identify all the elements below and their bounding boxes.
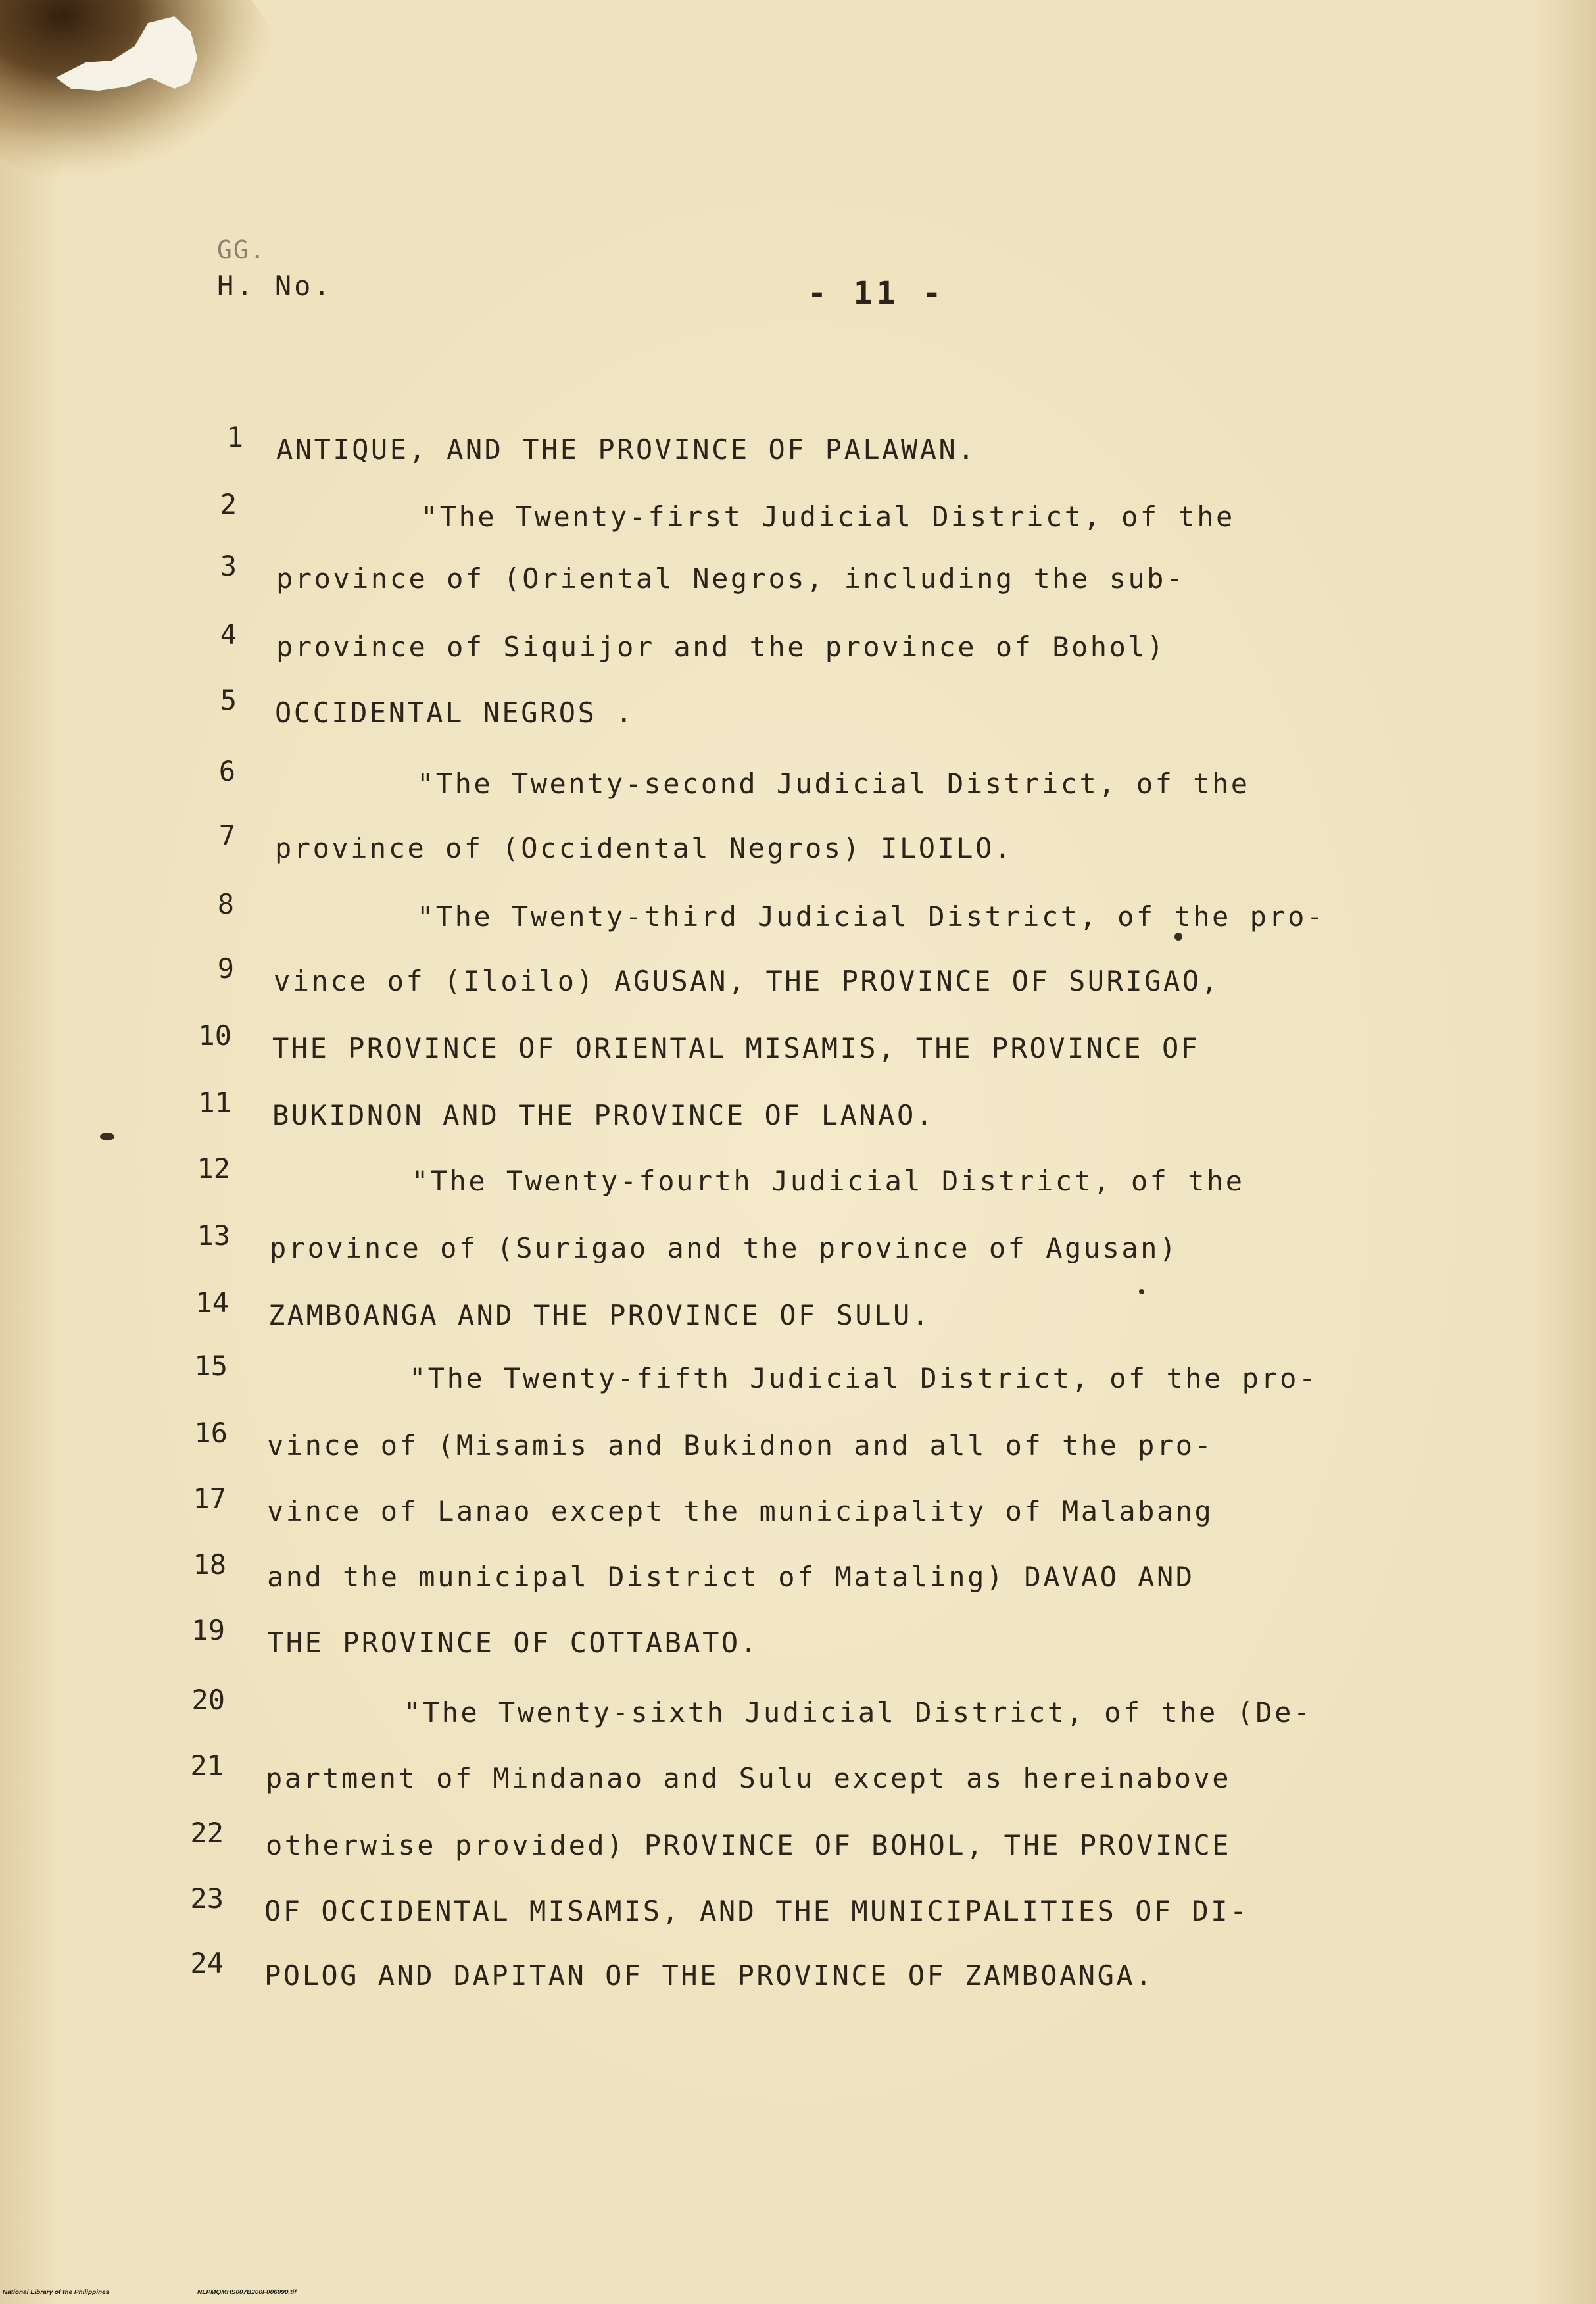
line-number: 12 [197,1152,230,1185]
text-line [0,1668,1313,1728]
text-line [0,668,635,729]
text-line [0,1598,760,1659]
line-number: 16 [194,1417,228,1449]
line-text: POLOG AND DAPITAN OF THE PROVINCE OF ZAMBOANGA. [264,1959,1154,1992]
text-line [0,472,1235,533]
line-number: 19 [191,1614,225,1646]
text-line [0,1071,935,1131]
line-number: 8 [217,888,234,920]
text-line [0,534,1185,595]
library-credit: National Library of the Philippines [3,2289,110,2296]
line-number: 18 [193,1548,226,1581]
line-text: otherwise provided) PROVINCE OF BOHOL, THE PROVINCE [266,1829,1232,1861]
line-text: OF OCCIDENTAL MISAMIS, AND THE MUNICIPALITIES OF DI- [264,1895,1249,1927]
line-number: 14 [195,1287,229,1319]
line-number: 22 [190,1817,224,1849]
ink-speck [100,1133,114,1140]
line-number: 13 [197,1219,230,1252]
line-number: 11 [198,1087,231,1119]
line-number: 4 [220,618,237,650]
line-number: 20 [191,1684,225,1716]
line-text: ZAMBOANGA AND THE PROVINCE OF SULU. [268,1299,931,1331]
line-number: 23 [190,1882,224,1915]
line-number: 1 [226,421,243,453]
text-line [0,1467,1214,1527]
line-text: OCCIDENTAL NEGROS . [275,697,635,729]
line-number: 21 [190,1750,224,1782]
line-text: ANTIQUE, AND THE PROVINCE OF PALAWAN. [276,433,977,466]
line-number: 15 [194,1350,228,1382]
line-text: THE PROVINCE OF COTTABATO. [267,1627,760,1659]
line-number: 10 [198,1019,231,1052]
line-text: "The Twenty-sixth Judicial District, of the (De- [404,1696,1313,1728]
line-text: vince of Lanao except the municipality of Malabang [267,1495,1214,1527]
line-number: 24 [190,1947,224,1979]
line-text: province of (Surigao and the province of Agusan) [270,1232,1178,1264]
line-number: 6 [218,755,235,787]
line-number: 9 [217,952,234,985]
line-text: and the municipal District of Mataling) DAVAO AND [267,1561,1195,1593]
line-text: vince of (Misamis and Bukidnon and all of the pro- [267,1429,1214,1461]
text-line [0,1137,1245,1197]
line-text: "The Twenty-fifth Judicial District, of the pro- [409,1362,1318,1394]
line-number: 7 [218,820,235,852]
text-line [0,1271,931,1331]
burn-mark-icon [0,0,302,224]
line-text: province of (Occidental Negros) ILOILO. [275,832,1013,864]
text-line [0,1401,1214,1461]
line-number: 17 [193,1483,226,1515]
line-number: 3 [220,550,237,582]
text-line [0,1931,1154,1992]
line-text: "The Twenty-third Judicial District, of the pro- [417,900,1326,933]
house-number-label: H. No. [217,270,333,302]
text-line [0,872,1326,933]
text-line [0,1801,1232,1861]
line-text: partment of Mindanao and Sulu except as hereinabove [266,1762,1232,1794]
line-text: THE PROVINCE OF ORIENTAL MISAMIS, THE PROVINCE OF [272,1032,1200,1064]
line-text: province of (Oriental Negros, including the sub- [276,562,1185,595]
text-line [0,1004,1200,1064]
line-number: 5 [220,684,237,716]
line-number: 2 [220,488,237,520]
page-number: - 11 - [808,275,946,312]
text-line [0,1532,1195,1593]
line-text: "The Twenty-fourth Judicial District, of the [412,1165,1245,1197]
text-line [0,937,1221,997]
text-line [0,1734,1232,1794]
line-text: BUKIDNON AND THE PROVINCE OF LANAO. [272,1099,935,1131]
line-text: "The Twenty-second Judicial District, of the [417,768,1250,800]
text-line [0,1867,1249,1927]
line-text: "The Twenty-first Judicial District, of the [421,501,1235,533]
text-line [0,1204,1178,1264]
line-text: province of Siquijor and the province of Bohol) [276,631,1166,663]
text-line [0,405,977,466]
text-line [0,804,1013,864]
text-line [0,739,1250,800]
document-code: GG. [217,235,266,264]
scan-filename: NLPMQMHS007B200F006090.tif [197,2289,297,2296]
text-line [0,1334,1318,1394]
ink-speck [1139,1289,1144,1294]
text-line [0,602,1166,663]
line-text: vince of (Iloilo) AGUSAN, THE PROVINCE OF SURIGAO, [274,965,1221,997]
